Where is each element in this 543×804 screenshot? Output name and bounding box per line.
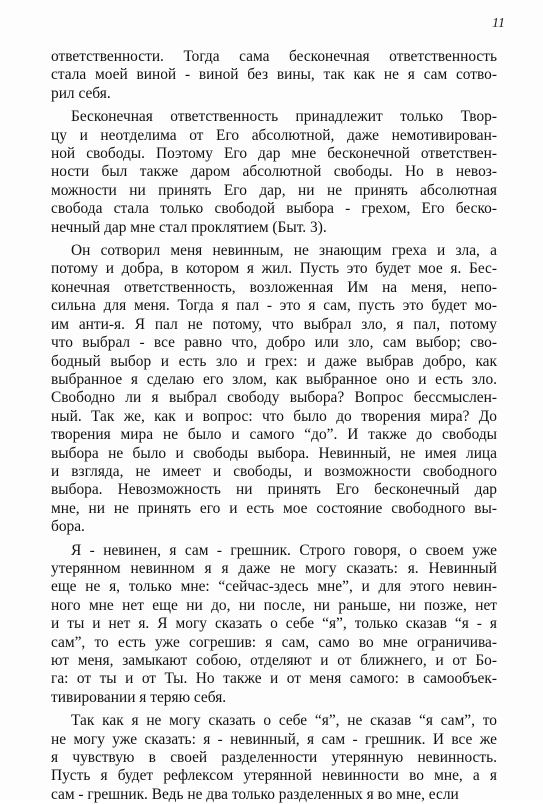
text-line: мне, ни не принять его и есть мое состояние свободного вы- xyxy=(51,499,497,517)
text-line: рил себя. xyxy=(51,84,111,102)
text-line: ной свободы. Поэтому Его дар мне бесконечной ответствен- xyxy=(51,145,497,163)
text-line: свобода стала только свободой выбора - грехом, Его беско- xyxy=(51,200,497,218)
text-line: и ты и нет я. Я могу сказать о себе “я”, только сказав “я - я xyxy=(51,615,497,633)
paragraph xyxy=(51,712,497,804)
text-line: утерянном невинном я я даже не могу сказать: я. Невинный xyxy=(51,559,497,577)
text-line: Свободно ли я выбрал свободу выбора? Вопрос бессмыслен- xyxy=(51,389,497,407)
text-line: им анти-я. Я пал не потому, что выбрал зло, я пал, потому xyxy=(51,315,497,333)
text-line: творения мира не было и самого “до”. И также до свободы xyxy=(51,426,497,444)
text-line: выбора не было и свободы выбора. Невинный, не имея лица xyxy=(51,444,497,462)
text-line: ности был также даром абсолютной свободы. Но в невоз- xyxy=(51,163,497,181)
text-line: сам”, то есть уже согрешив: я сам, само во мне ограничива- xyxy=(51,633,497,651)
text-line: бодный выбор и есть зло и грех: и даже выбрав добро, как xyxy=(51,352,497,370)
text-line: стала моей виной - виной без вины, так как не я сам сотво- xyxy=(51,66,497,84)
text-line: выбранное я сделаю его злом, как выбранное оно и есть зло. xyxy=(51,370,497,388)
text-line: выбора. Невозможность ни принять Его бесконечный дар xyxy=(51,481,497,499)
text-line: и взгляда, не имеет и свободы, и возможности свободного xyxy=(51,462,497,480)
text-line: ют меня, замыкают собою, отделяют и от ближнего, и от Бо- xyxy=(51,652,497,669)
text-line: что выбрал - все равно что, добро или зло, сам выбор; сво- xyxy=(51,334,497,352)
text-line: сильна для меня. Тогда я пал - это я сам, пусть это будет мо- xyxy=(51,297,497,315)
text-line: ответственности. Тогда сама бесконечная ответственность xyxy=(51,48,497,65)
paragraph xyxy=(51,48,497,103)
text-line: ного мне нет еще ни до, ни после, ни раньше, ни позже, нет xyxy=(51,596,497,614)
text-line: Так как я не могу сказать о себе “я”, не сказав “я сам”, то xyxy=(71,712,497,730)
body-text xyxy=(51,48,497,804)
text-line: я чувствую в своей разделенности утерянную невинность. xyxy=(51,749,497,767)
text-line: Я - невинен, я сам - грешник. Строго говоря, о своем уже xyxy=(71,541,497,559)
text-line: конечная ответственность, возложенная Им на меня, непо- xyxy=(51,278,497,296)
paragraph xyxy=(51,542,497,708)
text-line: не могу уже сказать: я - невинный, я сам - грешник. И все же xyxy=(51,730,497,748)
text-line: ный. Так же, как и вопрос: что было до творения мира? До xyxy=(51,407,497,425)
text-line: еще не я, только мне: “сейчас-здесь мне”, и для этого невин- xyxy=(51,578,497,596)
text-line: Пусть я будет рефлексом утерянной невинности во мне, а я xyxy=(51,767,497,785)
text-line: сам - грешник. Ведь не два только разделенных я во мне, если xyxy=(51,785,459,803)
paragraph xyxy=(51,242,497,537)
text-line: га: от ты и от Ты. Но также и от меня самого: в самообъек- xyxy=(51,670,497,688)
text-line: тивировании я теряю себя. xyxy=(51,688,227,706)
paragraph xyxy=(51,108,497,237)
text-line: Он сотворил меня невинным, не знающим греха и зла, а xyxy=(71,242,497,260)
text-line: Бесконечная ответственность принадлежит только Твор- xyxy=(71,108,497,126)
text-line: потому и добра, в котором я жил. Пусть это будет мое я. Бес- xyxy=(51,260,497,278)
text-line: бора. xyxy=(51,518,85,536)
text-line: нечный дар мне стал проклятием (Быт. 3). xyxy=(51,218,327,236)
page-number: 11 xyxy=(492,16,505,31)
text-line: цу и неотделима от Его абсолютной, даже немотивирован- xyxy=(51,126,497,144)
text-line: можности ни принять Его дар, ни не принять абсолютная xyxy=(51,181,497,199)
